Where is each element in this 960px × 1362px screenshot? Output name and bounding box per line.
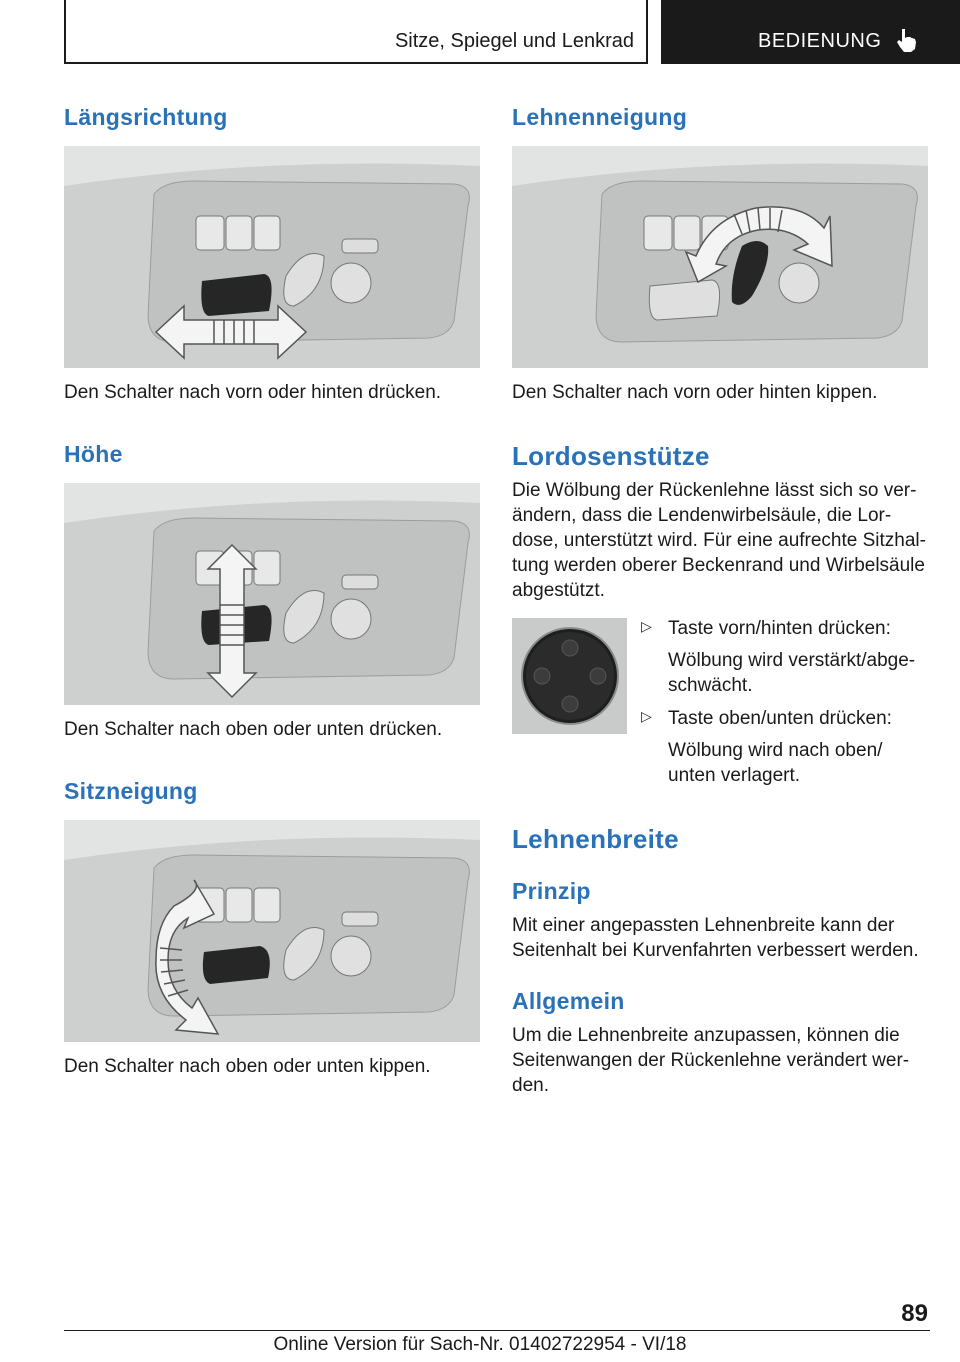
prinzip-line: Seitenhalt bei Kurvenfahrten verbessert werden. xyxy=(512,940,919,961)
bullet-marker: ▷ xyxy=(641,618,652,634)
caption-laengsrichtung: Den Schalter nach vorn oder hinten drücken. xyxy=(64,382,442,403)
heading-allgemein: Allgemein xyxy=(512,988,625,1014)
header-section-box xyxy=(661,0,960,64)
allgemein-line: Seitenwangen der Rückenlehne verändert wer- xyxy=(512,1050,910,1071)
allgemein-paragraph xyxy=(512,1023,909,1098)
heading-hoehe: Höhe xyxy=(64,441,123,467)
heading-sitzneigung: Sitzneigung xyxy=(64,778,198,804)
heading-lordosenstuetze: Lordosenstütze xyxy=(512,441,710,471)
footer-divider xyxy=(64,1330,930,1331)
allgemein-line: den. xyxy=(512,1075,549,1096)
lordose-line: tung werden oberer Beckenrand und Wirbelsäule xyxy=(512,555,925,576)
lordose-line: abgestützt. xyxy=(512,580,605,601)
seat-switch-image-longitudinal xyxy=(64,146,480,368)
lumbar-switch-image xyxy=(512,618,627,734)
heading-lehnenneigung: Lehnenneigung xyxy=(512,104,688,130)
lordose-line: Die Wölbung der Rückenlehne lässt sich so ver- xyxy=(512,480,917,501)
prinzip-line: Mit einer angepassten Lehnenbreite kann der xyxy=(512,915,895,936)
allgemein-line: Um die Lehnenbreite anzupassen, können die xyxy=(512,1025,900,1046)
heading-laengsrichtung: Längsrichtung xyxy=(64,104,228,130)
bullet-result-2 xyxy=(668,738,882,788)
lordose-paragraph xyxy=(512,478,926,603)
lordose-line: ändern, dass die Lendenwirbelsäule, die Lor- xyxy=(512,505,892,526)
bullet-action-2: Taste oben/unten drücken: xyxy=(668,708,892,729)
seat-switch-image-tilt xyxy=(64,820,480,1042)
pointing-hand-icon xyxy=(894,27,920,53)
footer-version-text: Online Version für Sach-Nr. 01402722954 - VI/18 xyxy=(273,1334,687,1355)
bullet-result-line: Wölbung wird verstärkt/abge- xyxy=(668,650,916,671)
caption-sitzneigung: Den Schalter nach oben oder unten kippen. xyxy=(64,1056,431,1077)
caption-lehnenneigung: Den Schalter nach vorn oder hinten kippen. xyxy=(512,382,878,403)
seat-switch-image-height xyxy=(64,483,480,705)
section-title: BEDIENUNG xyxy=(758,30,882,52)
bullet-result-line: unten verlagert. xyxy=(668,765,801,786)
lordose-line: dose, unterstützt wird. Für eine aufrechte Sitzhal- xyxy=(512,530,926,551)
caption-hoehe: Den Schalter nach oben oder unten drücken. xyxy=(64,719,443,740)
bullet-result-1 xyxy=(668,648,915,698)
heading-lehnenbreite: Lehnenbreite xyxy=(512,824,679,854)
bullet-result-line: schwächt. xyxy=(668,675,753,696)
bullet-marker: ▷ xyxy=(641,708,652,724)
prinzip-paragraph xyxy=(512,913,919,963)
header-chapter-box xyxy=(64,0,648,64)
page-number: 89 xyxy=(901,1300,928,1327)
heading-prinzip: Prinzip xyxy=(512,878,591,904)
bullet-result-line: Wölbung wird nach oben/ xyxy=(668,740,883,761)
bullet-action-1: Taste vorn/hinten drücken: xyxy=(668,618,891,639)
chapter-title: Sitze, Spiegel und Lenkrad xyxy=(394,30,634,52)
seat-switch-image-backrest xyxy=(512,146,928,368)
